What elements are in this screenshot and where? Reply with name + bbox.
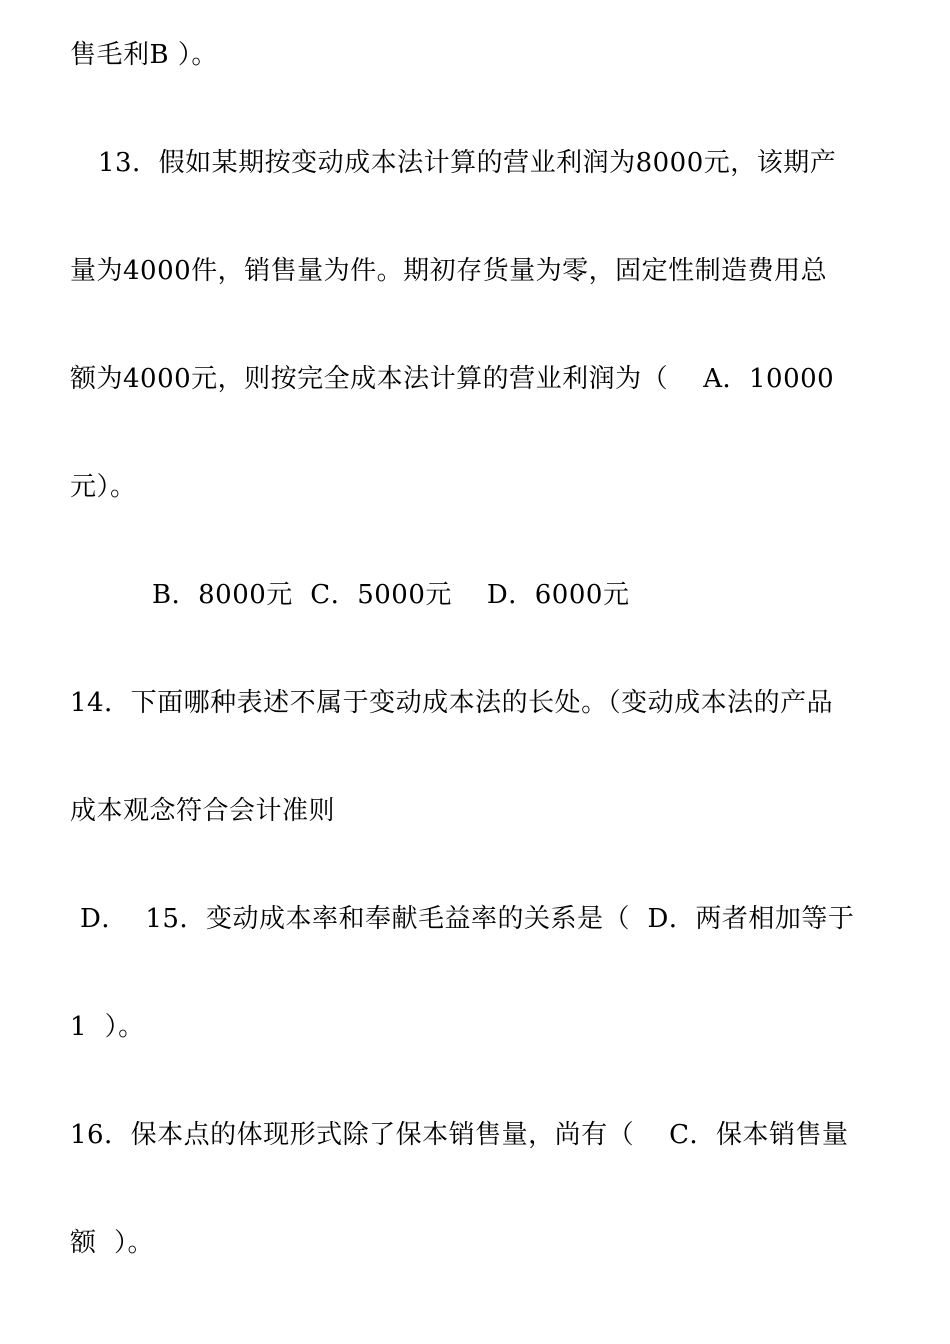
- question-16-line-2: 额 ）。: [70, 1228, 155, 1258]
- question-15-line-1: D． 15．变动成本率和奉献毛益率的关系是（ D．两者相加等于: [80, 904, 855, 934]
- question-13-line-3: 额为4000元，则按完全成本法计算的营业利润为（ A．10000: [70, 364, 835, 394]
- question-14-line-1: 14．下面哪种表述不属于变动成本法的长处。（变动成本法的产品: [70, 688, 834, 718]
- question-15-line-2: 1 ）。: [70, 1012, 145, 1042]
- question-13-line-4: 元）。: [70, 472, 137, 502]
- question-13-options: B．8000元 C．5000元 D．6000元: [152, 580, 630, 610]
- question-14-line-2: 成本观念符合会计准则: [70, 796, 336, 826]
- question-16-line-1: 16．保本点的体现形式除了保本销售量，尚有（ C．保本销售量: [70, 1120, 849, 1150]
- question-13-line-2: 量为4000件，销售量为件。期初存货量为零，固定性制造费用总: [70, 256, 828, 286]
- question-13-line-1: 13．假如某期按变动成本法计算的营业利润为8000元，该期产: [98, 148, 837, 178]
- text-line-continuation: 售毛利B ）。: [70, 40, 218, 70]
